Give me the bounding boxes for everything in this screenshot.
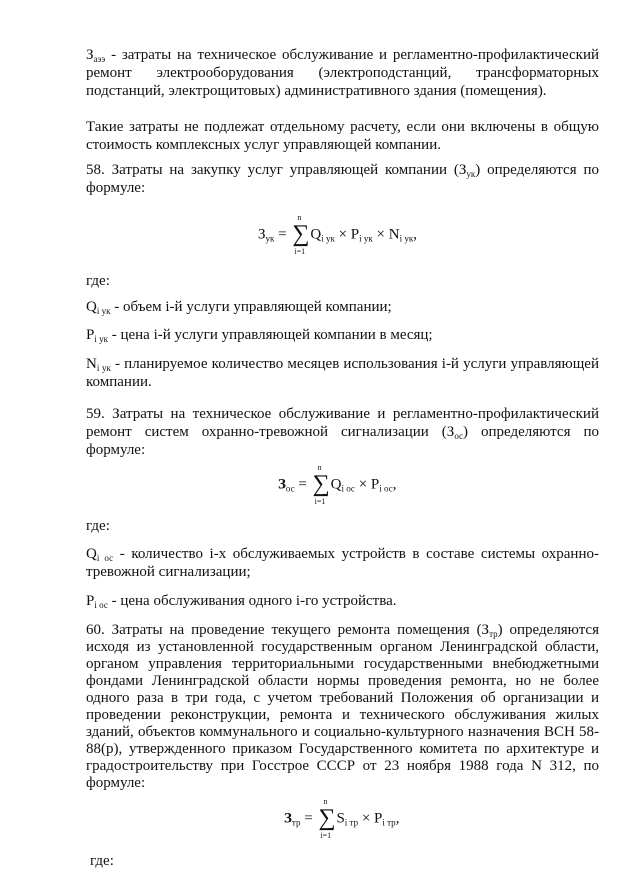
summation-sign	[317, 797, 336, 840]
def-symbol: Q	[86, 546, 97, 562]
item-60-pre: 60. Затраты на проведение текущего ремонта помещения (З	[86, 622, 490, 638]
formula-lhs-sub: ук	[265, 233, 275, 244]
def-text: - объем i-й услуги управляющей компании;	[110, 299, 392, 315]
formula-term-a-sub: i ос	[341, 483, 355, 494]
sigma-glyph: ∑	[292, 221, 310, 247]
where-label: где:	[86, 518, 110, 534]
formula-term-a-sub: i ук	[321, 233, 335, 244]
formula-term-b: P	[350, 226, 360, 243]
formula-end: ,	[395, 810, 400, 827]
sum-lower-limit: i=1	[320, 831, 332, 840]
formula-lhs: З	[258, 226, 266, 243]
paragraph-item-60	[86, 622, 599, 792]
def-text: - цена обслуживания одного i-го устройства.	[107, 593, 397, 609]
sum-upper-limit: n	[317, 463, 322, 472]
where-label: где:	[86, 273, 110, 289]
def-symbol-sub: i ук	[96, 306, 111, 316]
paragraph-item-58	[86, 161, 599, 197]
formula-lhs: З	[284, 810, 292, 827]
formula-term-a: S	[336, 810, 345, 827]
definition-p-uk	[86, 326, 599, 344]
def-symbol-sub: i ук	[96, 363, 111, 373]
formula-times: ×	[354, 476, 371, 493]
formula-term-c-sub: i ук	[399, 233, 414, 244]
formula-term-b-sub: i ук	[359, 233, 373, 244]
definition-text: - затраты на техническое обслуживание и регламентно-профилактический ремонт электрооборудования (электроподстанций, трансформаторных подстанций, электрощитовых) административного здания (помещения).	[86, 47, 599, 99]
def-text: - планируемое количество месяцев использования i-й услуги управляющей компании.	[86, 356, 599, 390]
item-60-post: ) определяются исходя из установленной государственным органом Ленинградской области, органом управления территориальными государственными внебюджетными фондами Ленинградской области нормы проведения ремонта, но не более одного раза в три года, с учетом требований Положения об организации и проведении реконструкции, ремонта и технического обслуживания жилых зданий, объектов коммунального и социально-культурного назначения ВСН 58-88(р), утвержденного приказом Государственного комитета по архитектуре и градостроительству при Госстрое СССР от 23 ноября 1988 года N 312, по формуле:	[86, 622, 599, 791]
formula-term-b-sub: i ос	[379, 483, 393, 494]
formula-term-a: Q	[330, 476, 342, 493]
sum-lower-limit: i=1	[294, 247, 306, 256]
definition-p-os	[86, 592, 599, 610]
note-text: Такие затраты не подлежат отдельному расчету, если они включены в общую стоимость комплексных услуг управляющей компании.	[86, 119, 599, 153]
formula-security-alarm	[278, 463, 397, 506]
def-symbol-sub: i ос	[96, 553, 114, 563]
formula-lhs-sub: тр	[291, 817, 301, 828]
formula-equals: =	[300, 810, 317, 827]
paragraph-note	[86, 118, 599, 154]
definition-n-uk	[86, 355, 599, 391]
def-symbol-sub: i ук	[94, 334, 108, 344]
sum-lower-limit: i=1	[314, 497, 326, 506]
sum-upper-limit: n	[297, 213, 302, 222]
formula-term-b-sub: i тр	[382, 817, 396, 828]
definition-q-uk	[86, 298, 599, 316]
definition-q-os	[86, 545, 599, 581]
formula-equals: =	[294, 476, 311, 493]
formula-term-a-sub: i тр	[344, 817, 359, 828]
def-symbol: N	[86, 356, 97, 372]
formula-management-company	[258, 213, 417, 256]
def-symbol-sub: i ос	[94, 600, 108, 610]
formula-term-a: Q	[310, 226, 322, 243]
paragraph-zaee-definition	[86, 46, 599, 100]
def-text: - цена i-й услуги управляющей компании в месяц;	[107, 327, 433, 343]
formula-times: ×	[358, 810, 375, 827]
item-58-sub: ук	[466, 169, 476, 179]
where-label: где:	[90, 853, 114, 869]
sigma-glyph: ∑	[318, 805, 336, 831]
summation-sign	[291, 213, 310, 256]
item-59-post: ) определяются по формуле:	[86, 424, 599, 458]
formula-term-b: P	[370, 476, 380, 493]
sum-upper-limit: n	[323, 797, 328, 806]
item-59-sub: ос	[454, 431, 464, 441]
formula-end: ,	[413, 226, 417, 243]
item-58-pre: 58. Затраты на закупку услуг управляющей компании (З	[86, 162, 467, 178]
formula-times: ×	[334, 226, 351, 243]
item-59-pre: 59. Затраты на техническое обслуживание и регламентно-профилактический ремонт систем охранно-тревожной сигнализации (З	[86, 406, 599, 440]
item-58-post: ) определяются по формуле:	[86, 162, 599, 196]
def-text: - количество i-х обслуживаемых устройств в составе системы охранно-тревожной сигнализации;	[86, 546, 599, 580]
def-symbol: P	[86, 593, 95, 609]
symbol-z: З	[86, 47, 94, 63]
formula-current-repair	[284, 797, 400, 840]
formula-term-c: N	[388, 226, 400, 243]
formula-lhs-sub: ос	[285, 483, 295, 494]
formula-times: ×	[372, 226, 389, 243]
def-symbol: P	[86, 327, 95, 343]
item-60-sub: тр	[489, 629, 498, 639]
def-symbol: Q	[86, 299, 97, 315]
formula-term-b: P	[374, 810, 383, 827]
summation-sign	[312, 463, 330, 506]
symbol-sub: аээ	[93, 54, 106, 64]
paragraph-item-59	[86, 405, 599, 459]
sigma-glyph: ∑	[312, 471, 330, 497]
formula-end: ,	[392, 476, 397, 493]
formula-equals: =	[274, 226, 291, 243]
formula-lhs: З	[278, 476, 286, 493]
